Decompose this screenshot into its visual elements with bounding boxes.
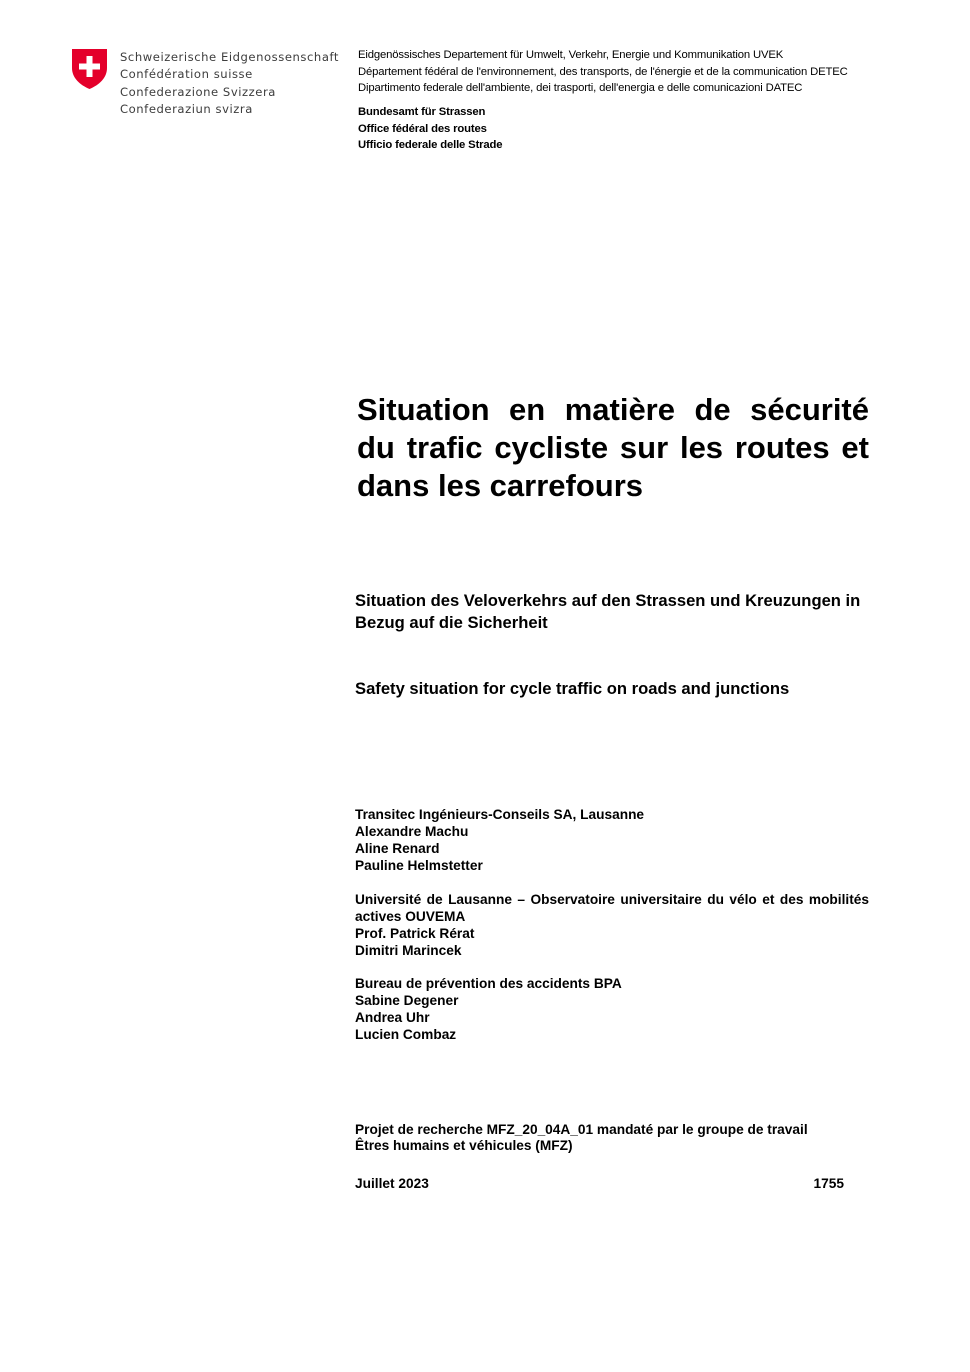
author-name: Sabine Degener — [355, 993, 459, 1008]
project-description — [355, 1122, 875, 1154]
office-name-it: Ufficio federale delle Strade — [358, 139, 503, 151]
author-group — [355, 891, 869, 959]
department-header — [358, 47, 848, 97]
confederation-name-fr: Confédération suisse — [120, 67, 253, 82]
publication-date: Juillet 2023 — [355, 1176, 429, 1191]
subtitle-german: Situation des Veloverkehrs auf den Strassen und Kreuzungen in Bezug auf die Sicherheit — [355, 591, 861, 632]
swiss-flag-shield-icon — [71, 48, 108, 90]
author-group — [355, 975, 869, 1043]
author-group — [355, 806, 869, 874]
report-number: 1755 — [813, 1176, 844, 1191]
office-header — [358, 104, 502, 154]
office-name-fr: Office fédéral des routes — [358, 122, 487, 135]
report-title: Situation en matière de sécurité du trafic cycliste sur les routes et dans les carrefours — [357, 392, 869, 503]
confederation-name-de: Schweizerische Eidgenossenschaft — [120, 50, 339, 64]
confederation-names — [120, 49, 339, 118]
author-organization: Université de Lausanne – Observatoire universitaire du vélo et des mobilités actives OUVEMA — [355, 892, 869, 924]
author-name: Andrea Uhr — [355, 1010, 430, 1025]
author-name: Alexandre Machu — [355, 824, 469, 839]
department-name-de: Eidgenössisches Departement für Umwelt, Verkehr, Energie und Kommunikation UVEK — [358, 49, 784, 61]
project-line: Êtres humains et véhicules (MFZ) — [355, 1138, 573, 1153]
author-organization: Bureau de prévention des accidents BPA — [355, 976, 622, 991]
office-name-de: Bundesamt für Strassen — [358, 106, 486, 118]
publication-info — [355, 1175, 844, 1192]
author-name: Prof. Patrick Rérat — [355, 926, 475, 941]
author-name: Aline Renard — [355, 841, 440, 856]
project-line: Projet de recherche MFZ_20_04A_01 mandaté par le groupe de travail — [355, 1122, 808, 1137]
department-name-fr: Département fédéral de l'environnement, des transports, de l'énergie et de la communication DETEC — [358, 65, 848, 78]
confederation-name-rm: Confederaziun svizra — [120, 101, 253, 116]
author-organization: Transitec Ingénieurs-Conseils SA, Lausanne — [355, 807, 645, 822]
author-name: Pauline Helmstetter — [355, 858, 483, 873]
author-name: Lucien Combaz — [355, 1027, 457, 1042]
confederation-name-it: Confederazione Svizzera — [120, 84, 276, 99]
author-name: Dimitri Marincek — [355, 943, 462, 958]
department-name-it: Dipartimento federale dell'ambiente, dei trasporti, dell'energia e delle comunicazioni DATEC — [358, 82, 803, 94]
subtitle-english: Safety situation for cycle traffic on roads and junctions — [355, 679, 790, 698]
